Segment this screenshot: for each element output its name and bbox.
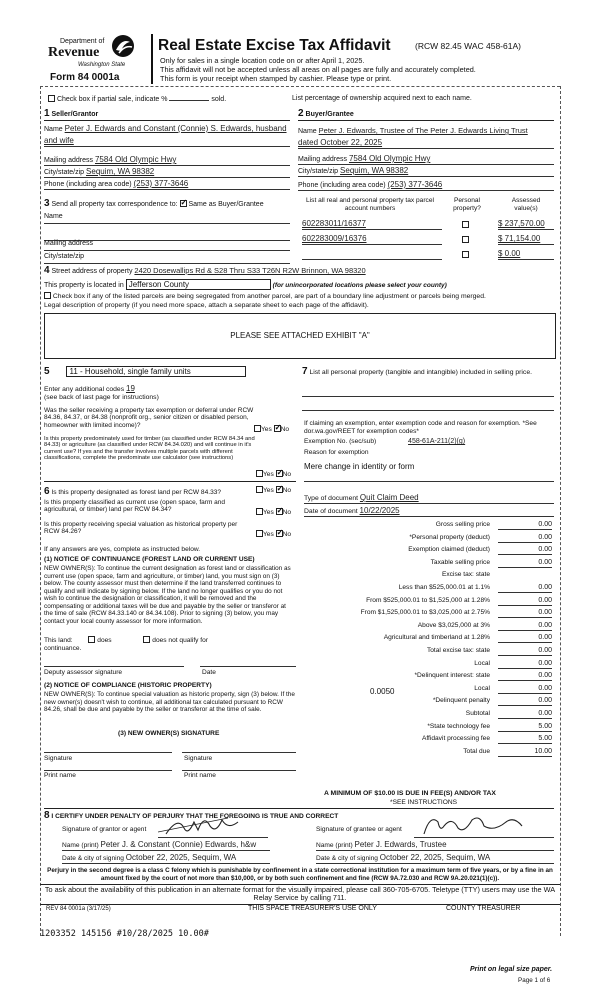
seller-phone-label: Phone (including area code) (44, 181, 132, 188)
street-address-value[interactable]: 2420 Dosewallips Rd & S28 Thru S33 T26N R2W Brinnon, WA 98320 (134, 266, 366, 275)
tax-value[interactable]: 0.00 (498, 622, 552, 631)
personal-property-line-1[interactable] (302, 396, 554, 397)
tax-label: Above $3,025,000 at 3% (417, 621, 490, 629)
tax-label: *State technology fee (427, 722, 490, 730)
historic-yes-no: Yes ✓ No (256, 530, 291, 539)
buyer-name-line2[interactable]: dated October 22, 2025 (298, 138, 554, 149)
tax-label: Affidavit processing fee (421, 735, 490, 743)
tax-value[interactable]: 0.00 (498, 697, 552, 706)
tax-value[interactable]: 0.00 (498, 685, 552, 694)
section-5-row (44, 366, 294, 378)
tax-row (300, 609, 552, 621)
tax-value[interactable]: 0.00 (498, 710, 552, 719)
exemption-question: Was the seller receiving a property tax exemption or deferral under RCW 84.36, 84.37, or 84.38 (nonprofit org., senior citizen or disabled person, homeowner with limited income)? (44, 407, 254, 429)
buyer-phone-row (298, 180, 554, 191)
notice-2-body: NEW OWNER(S): To continue special valuation as historic property, sign (3) below. If the new owner(s) doesn't wish to continue, all additional tax calculated pursuant to RCW 84.26, shall be due and payable by the seller or transferor at the time of sale. (44, 691, 295, 714)
same-as-buyer-label: Same as Buyer/Grantee (188, 201, 264, 208)
header-divider (151, 34, 153, 84)
revenue-logo-icon (110, 34, 136, 58)
exemption-no-checkbox[interactable] (274, 425, 281, 432)
buyer-phone-value[interactable]: (253) 377-3646 (387, 180, 443, 189)
section-2-header (298, 108, 554, 121)
buyer-address-value[interactable]: 7584 Old Olympic Hwy (348, 154, 431, 163)
tax-row (300, 672, 552, 684)
parcel-header: List all real and personal property tax parcel account numbers (306, 197, 434, 212)
local-rate: 0.0050 (370, 687, 395, 696)
seller-city-value[interactable]: Sequim, WA 98382 (86, 167, 155, 176)
sold-label: sold. (211, 96, 227, 103)
dept-label: Department of (60, 38, 105, 45)
timber-yes-no: Yes ✓ No (256, 470, 291, 479)
same-as-buyer-checkbox[interactable] (180, 200, 187, 207)
does-not-checkbox[interactable] (143, 636, 150, 643)
historic-no-checkbox[interactable] (276, 530, 283, 537)
section-7-row (302, 366, 554, 378)
does-checkbox[interactable] (88, 636, 95, 643)
section-3-row (44, 198, 294, 210)
page-number: Page 1 of 6 (518, 977, 551, 984)
personal-property-checkbox[interactable] (462, 221, 469, 228)
section-4-row (44, 265, 554, 277)
new-owner-print-label-1: Print name (44, 772, 76, 779)
exemption-number-value[interactable]: 458-61A-211(2)(g) (408, 438, 466, 445)
grantor-date-row: Date & city of signing October 22, 2025, Sequim, WA (62, 853, 270, 864)
tax-label: Taxable selling price (430, 558, 490, 566)
tax-value[interactable]: 0.00 (498, 521, 552, 530)
personal-property-header: Personal property? (453, 197, 481, 212)
buyer-city-row (298, 166, 554, 177)
tax-value[interactable]: 10.00 (498, 748, 552, 757)
tax-value[interactable]: 0.00 (498, 647, 552, 656)
partial-sale-row (48, 95, 226, 104)
deputy-date-line[interactable] (200, 666, 296, 667)
section-5-divider (44, 481, 296, 482)
minimum-note: A MINIMUM OF $10.00 IS DUE IN FEE(S) AND/OR TAX (324, 790, 496, 797)
seller-address-label: Mailing address (44, 157, 94, 164)
buyer-city-value[interactable]: Sequim, WA 98382 (340, 166, 409, 175)
seller-phone-value[interactable]: (253) 377-3646 (133, 179, 189, 188)
additional-codes-label: Enter any additional codes (44, 386, 125, 393)
header-line-3: This form is your receipt when stamped by cashier. Please type or print. (160, 74, 392, 83)
perjury-notice: Perjury in the second degree is a class C felony which is punishable by confinement in a state correctional institution for a maximum term of five years, or by a fine in an amount fixed by the court of not more than $10,000, or by both such confinement and fine (RCW 9A.72.030 and RCW 9A.20.021(1)(c)). (47, 867, 553, 882)
tax-row (300, 647, 552, 659)
parcel-number[interactable]: 602283009/16376 (302, 234, 442, 245)
notice-1-body: NEW OWNER(S): To continue the current designation as forest land or classification as current use (open space, farm and agriculture, or timber) land, you must sign on (3) below. The county assessor must then determine if the land transferred continues to qualify and will indicate by signing below. If the land no longer qualifies or you do not wish to continue the designation or classification, it will be removed and the compensating or additional taxes will be due and payable by the seller or transferor at the time of sale (RCW 84.33.140 or 84.34.108). Prior to signing (3) below, you may contact your local county assessor for more information. (44, 565, 291, 625)
grantor-name-value[interactable]: Peter J. & Constant (Connie) Edwards, h&w (100, 840, 257, 849)
tax-row (300, 534, 552, 546)
revenue-logo-text: Revenue (48, 45, 100, 60)
tax-value[interactable]: 5.00 (498, 723, 552, 732)
tax-label: Exemption claimed (deduct) (408, 546, 490, 554)
assessed-value[interactable]: $ 237,570.00 (498, 219, 554, 230)
partial-pct-field[interactable] (169, 100, 209, 101)
tax-label: *Personal property (deduct) (409, 533, 490, 541)
reason-line[interactable] (304, 481, 554, 482)
buyer-name-row (298, 127, 554, 136)
exemption-no-row: Exemption No. (sec/sub) 458-61A-211(2)(g) (304, 438, 466, 445)
tax-label: Total excise tax: state (426, 647, 490, 654)
tax-label: From $1,525,000.01 to $3,025,000 at 2.75% (360, 609, 490, 617)
seller-city-row (44, 167, 290, 178)
receipt-stamp: 1203352 145156 #10/28/2025 10.00# (40, 929, 209, 939)
current-use-no-checkbox[interactable] (276, 508, 283, 515)
tax-row (300, 584, 552, 596)
tax-value[interactable]: 0.00 (498, 634, 552, 643)
seller-city-label: City/state/zip (44, 169, 85, 176)
buyer-address-label: Mailing address (298, 156, 348, 163)
tax-row (300, 723, 552, 735)
seller-heading: Seller/Grantor (51, 111, 99, 118)
section-1-number: 1 (44, 108, 50, 119)
seller-name-value[interactable]: Peter J. Edwards and Constant (Connie) S. Edwards, husband (64, 124, 287, 133)
timber-no-checkbox[interactable] (276, 470, 283, 477)
rcw-ref: (RCW 82.45 WAC 458-61A) (415, 41, 521, 51)
revision-label: REV 84 0001a (3/17/25) (46, 906, 111, 912)
county-treasurer-label: COUNTY TREASURER (446, 905, 521, 912)
grantor-signature-label: Signature of grantor or agent (62, 826, 147, 833)
historic-yes-checkbox[interactable] (256, 530, 263, 537)
buyer-city-label: City/state/zip (298, 168, 339, 175)
tax-label: Agricultural and timberland at 1.28% (383, 634, 490, 642)
timber-question: Is this property predominately used for timber (as classified under RCW 84.34 and 84.33) or agriculture (as classified under RCW 84.34.020) and will continue in it's current use? If yes and the transfer involves multiple parcels with different classifications, complete the predominate use calculator (see instructions) (44, 436, 255, 462)
parcel-number[interactable]: 602283011/16377 (302, 219, 442, 230)
historic-question: Is this property receiving special valuation as historical property per RCW 84.26? (44, 521, 238, 536)
tax-value[interactable]: 0.00 (498, 597, 552, 606)
tax-row (300, 685, 552, 697)
tax-label: Total due (463, 747, 490, 755)
tax-value[interactable]: 0.00 (498, 660, 552, 669)
form-number: Form 84 0001a (50, 72, 120, 83)
section-2-number: 2 (298, 108, 304, 119)
certify-text: I CERTIFY UNDER PENALTY OF PERJURY THAT THE FOREGOING IS TRUE AND CORRECT (51, 813, 339, 820)
header-dash-line (40, 86, 560, 87)
grantor-date-value[interactable]: October 22, 2025, Sequim, WA (125, 853, 237, 862)
tax-value[interactable]: 0.00 (498, 584, 552, 593)
section-1-header (44, 108, 290, 121)
land-use-select[interactable]: 11 - Household, single family units (66, 366, 246, 377)
tax-row (300, 521, 552, 533)
reason-value[interactable]: Mere change in identity or form (304, 462, 415, 471)
tax-row (300, 735, 552, 747)
grantee-name-value[interactable]: Peter J. Edwards, Trustee (354, 840, 447, 849)
tax-label: From $525,000.01 to $1,525,000 at 1.28% (366, 596, 490, 604)
see-instructions: *SEE INSTRUCTIONS (390, 799, 458, 806)
tax-row (300, 559, 552, 571)
parcel-row (300, 234, 554, 246)
header-line-1: Only for sales in a single location code on or after April 1, 2025. (160, 56, 365, 65)
section-8-divider (44, 808, 554, 809)
personal-property-line-2[interactable] (302, 410, 554, 411)
personal-property-checkbox[interactable] (462, 251, 469, 258)
seller-name-label: Name (44, 126, 63, 133)
new-owner-sig-label-1: Signature (44, 755, 73, 762)
buyer-phone-label: Phone (including area code) (298, 182, 386, 189)
left-dash-margin (40, 86, 41, 936)
section-4-number: 4 (44, 265, 50, 276)
header-line-2: This affidavit will not be accepted unless all areas on all pages are fully and accurately completed. (160, 65, 476, 74)
forest-yes-no: Yes ✓ No (256, 486, 291, 495)
assessed-value[interactable]: $ 71,154.00 (498, 234, 554, 245)
partial-sale-label: Check box if partial sale, indicate % (56, 96, 168, 103)
deputy-signature-label: Deputy assessor signature (44, 669, 123, 676)
tax-value[interactable]: 0.00 (498, 546, 552, 555)
tax-label: Gross selling price (435, 521, 490, 528)
doc-date-row: Date of document 10/22/2025 (304, 506, 554, 517)
buyer-name-value[interactable]: Peter J. Edwards, Trustee of The Peter J. Edwards Living Trust (318, 126, 528, 135)
if-yes-note: If any answers are yes, complete as instructed below. (44, 546, 201, 553)
deputy-date-label: Date (202, 669, 216, 676)
tax-value[interactable]: 0.00 (498, 534, 552, 543)
ownership-note: List percentage of ownership acquired next to each name. (292, 95, 472, 102)
tax-row (300, 571, 552, 583)
tax-value[interactable]: 0.00 (498, 559, 552, 568)
current-use-yes-checkbox[interactable] (256, 508, 263, 515)
personal-property-text: List all personal property (tangible and intangible) included in selling price. (309, 369, 532, 376)
tax-row (300, 710, 552, 722)
section-3-number: 3 (44, 198, 50, 209)
forest-no-checkbox[interactable] (276, 486, 283, 493)
additional-codes-value[interactable]: 19 (126, 384, 135, 393)
tax-row (300, 660, 552, 672)
state-label: Washington State (78, 62, 126, 68)
treasurer-use-label: THIS SPACE TREASURER'S USE ONLY (248, 905, 377, 912)
seller-name-line2[interactable]: and wife (44, 136, 290, 147)
doc-date-value[interactable]: 10/22/2025 (359, 506, 400, 515)
grantee-signature-label: Signature of grantee or agent (316, 826, 402, 833)
tax-label: Less than $525,000.01 at 1.1% (398, 584, 490, 591)
buyer-address-row (298, 154, 554, 165)
forest-question: 6 Is this property designated as forest land per RCW 84.33? (44, 486, 222, 497)
new-owner-print-line-2[interactable] (182, 770, 296, 771)
new-owner-print-line-1[interactable] (44, 770, 172, 771)
grantor-name-row: Name (print) Peter J. & Constant (Connie) Edwards, h&w (62, 840, 270, 851)
grantee-date-row: Date & city of signing October 22, 2025, Sequim, WA (316, 853, 554, 864)
current-use-question: Is this property classified as current use (open space, farm and agricultural, or timber) land per RCW 84.34? (44, 499, 226, 514)
grantee-signature[interactable] (414, 810, 554, 838)
legal-description-value: PLEASE SEE ATTACHED EXHIBIT "A" (230, 331, 370, 340)
seller-address-value[interactable]: 7584 Old Olympic Hwy (94, 155, 177, 164)
new-owner-print-label-2: Print name (184, 772, 216, 779)
tax-value[interactable]: 5.00 (498, 735, 552, 744)
parcel-number[interactable] (302, 249, 442, 260)
tax-row (300, 597, 552, 609)
tax-row (300, 546, 552, 558)
tax-label: Subtotal (465, 710, 490, 717)
buyer-heading: Buyer/Grantee (305, 111, 354, 118)
notice-3-heading: (3) NEW OWNER(S) SIGNATURE (118, 730, 220, 737)
legal-paper-note: Print on legal size paper. (470, 966, 553, 973)
deputy-signature-line[interactable] (44, 666, 184, 667)
tax-label: *Delinquent penalty (432, 697, 490, 705)
tax-row (300, 634, 552, 646)
reason-label: Reason for exemption (304, 449, 369, 456)
tax-row (300, 622, 552, 634)
street-address-label: Street address of property (51, 268, 133, 275)
tax-value[interactable]: 0.00 (498, 672, 552, 681)
parcel-row (300, 249, 554, 261)
page-title: Real Estate Excise Tax Affidavit (158, 37, 391, 54)
new-owner-sig-line-2[interactable] (182, 752, 296, 753)
qualify-row: This land: does does not qualify for (44, 637, 208, 644)
tax-row (300, 748, 552, 760)
segregated-row (44, 292, 556, 301)
codes-note: (see back of last page for instructions) (44, 394, 159, 401)
corr-address-field[interactable]: Mailing address (44, 240, 290, 251)
tax-row (300, 697, 552, 709)
doc-type-row: Type of document Quit Claim Deed (304, 493, 554, 504)
assessed-value[interactable]: $ 0.00 (498, 249, 554, 260)
new-owner-sig-line-1[interactable] (44, 752, 172, 753)
current-use-yes-no: Yes ✓ No (256, 508, 291, 517)
buyer-name-label: Name (298, 128, 317, 135)
grantor-signature[interactable] (158, 812, 268, 838)
exemption-yes-no: Yes ✓ No (254, 425, 289, 434)
seller-address-row (44, 155, 290, 166)
tax-label: *Delinquent interest: state (414, 672, 490, 680)
parcel-row (300, 219, 554, 231)
grantee-date-value[interactable]: October 22, 2025, Sequim, WA (379, 853, 491, 862)
seller-name-row (44, 124, 290, 134)
section-7-number: 7 (302, 366, 308, 377)
segregated-checkbox[interactable] (44, 292, 51, 299)
legal-description-label: Legal description of property (if you need more space, attach a separate sheet to each page of the affidavit). (44, 302, 369, 309)
exemption-text: If claiming an exemption, enter exemption code and reason for exemption. *See dor.wa.gov/REET for exemption codes* (304, 420, 537, 435)
personal-property-checkbox[interactable] (462, 236, 469, 243)
timber-yes-checkbox[interactable] (256, 470, 263, 477)
tax-label: Local (474, 659, 490, 667)
corr-city-field[interactable]: City/state/zip (44, 253, 290, 264)
corr-name-field[interactable]: Name (44, 213, 290, 224)
tax-label: Local (474, 684, 490, 692)
doc-type-value[interactable]: Quit Claim Deed (359, 493, 419, 502)
seller-phone-row (44, 179, 290, 190)
notice-2-heading: (2) NOTICE OF COMPLIANCE (HISTORIC PROPERTY) (44, 682, 212, 689)
grantee-name-row: Name (print) Peter J. Edwards, Trustee (316, 840, 554, 851)
county-row (44, 279, 554, 290)
exemption-yes-checkbox[interactable] (254, 425, 261, 432)
section-8-number: 8 (44, 810, 50, 821)
section-5-number: 5 (44, 366, 50, 377)
partial-sale-checkbox[interactable] (48, 95, 55, 102)
tax-label: Excise tax: state (441, 571, 490, 579)
unincorporated-note: (for unincorporated locations please select your county) (272, 282, 447, 289)
located-in-label: This property is located in (44, 282, 124, 289)
county-select[interactable]: Jefferson County (126, 279, 271, 290)
new-owner-sig-label-2: Signature (184, 755, 213, 762)
continuance-label: continuance. (44, 645, 82, 652)
segregated-label: Check box if any of the listed parcels are being segregated from another parcel, are part of a boundary line adjustment or parcels being merged. (52, 293, 486, 300)
correspondence-label: Send all property tax correspondence to: (51, 201, 178, 208)
notice-1-heading: (1) NOTICE OF CONTINUANCE (FOREST LAND OR CURRENT USE) (44, 556, 255, 563)
legal-description-box[interactable] (44, 313, 556, 359)
accessibility-notice: To ask about the availability of this publication in an alternate format for the visually impaired, please call 360-705-6705. Teletype (TTY) users may use the WA Relay Service by calling 711. (40, 884, 560, 905)
additional-codes-row (44, 384, 156, 394)
forest-yes-checkbox[interactable] (256, 486, 263, 493)
section-6-number: 6 (44, 486, 50, 497)
tax-value[interactable]: 0.00 (498, 609, 552, 618)
right-dash-margin (560, 86, 561, 936)
assessed-value-header: Assessed value(s) (511, 197, 541, 212)
